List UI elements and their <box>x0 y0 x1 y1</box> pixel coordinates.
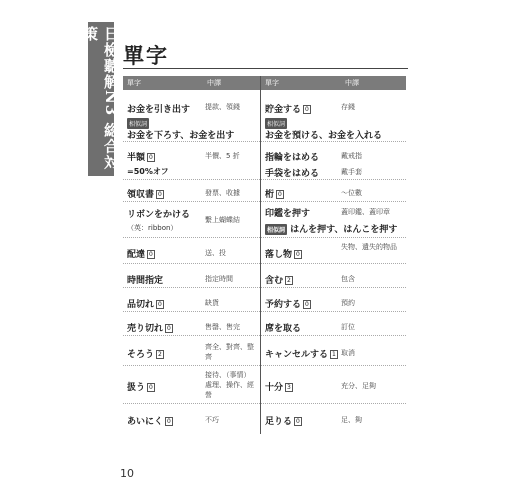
table-row <box>123 264 260 288</box>
vocab-meaning: 存錢 <box>341 103 355 111</box>
vocab-meaning: 接待、（事情）處理、操作、經營 <box>205 371 254 399</box>
vocab-word: 貯金する 0 <box>265 105 309 115</box>
table-row <box>261 142 406 180</box>
vocab-word: 予約する 0 <box>265 300 309 310</box>
vocab-meaning-extra: 戴手套 <box>341 168 362 176</box>
table-header <box>123 76 260 90</box>
vocab-meaning: 繫上蝴蝶結 <box>205 216 240 224</box>
vocab-meaning: 預約 <box>341 299 355 307</box>
vocab-word: 品切れ 0 <box>127 300 162 310</box>
vocab-meaning: 缺貨 <box>205 299 219 307</box>
vocab-meaning: 半價、5 折 <box>205 152 240 160</box>
vocab-word: 桁 0 <box>265 190 282 200</box>
vocab-word-extra: 手袋をはめる <box>265 169 320 179</box>
vocab-meaning: 取消 <box>341 349 355 357</box>
vocab-word: リボンをかける <box>127 210 191 220</box>
table-row <box>123 312 260 336</box>
table-row <box>123 180 260 202</box>
table-row <box>123 142 260 180</box>
left-column <box>123 76 260 428</box>
vocab-meaning: 足、夠 <box>341 416 362 424</box>
table-row <box>261 288 406 312</box>
vocab-meaning: 送、投 <box>205 249 226 257</box>
vocab-word: 落し物 0 <box>265 250 300 260</box>
vocab-word: キャンセルする 1 <box>265 350 336 360</box>
vocab-word: 含む 2 <box>265 276 291 286</box>
table-header <box>261 76 406 90</box>
similar-badge: 相似詞 <box>265 118 287 129</box>
vocab-meaning: ～位數 <box>341 189 362 197</box>
table-row <box>261 180 406 202</box>
table-row <box>123 202 260 238</box>
section-heading: 單字 <box>123 44 169 68</box>
table-row <box>261 238 406 264</box>
vocab-meaning: 戴戒指 <box>341 152 362 160</box>
table-row <box>261 90 406 142</box>
table-row <box>261 366 406 404</box>
vocab-meaning: 提款、領錢 <box>205 103 240 111</box>
vocab-word: 領収書 0 <box>127 190 162 200</box>
table-row <box>261 336 406 366</box>
vocab-word: 十分 3 <box>265 383 291 393</box>
vocab-word: あいにく 0 <box>127 417 171 427</box>
vocab-meaning: 售罄、售完 <box>205 323 240 331</box>
header-word: 單字 <box>127 79 141 87</box>
similar-words: お金を下ろす、お金を出す <box>127 131 235 141</box>
vocab-word: 半額 0 <box>127 153 153 163</box>
table-row <box>123 366 260 404</box>
header-word: 單字 <box>265 79 279 87</box>
similar-badge: 相似詞 <box>127 118 149 129</box>
header-meaning: 中譯 <box>207 79 221 87</box>
vocab-word: 売り切れ 0 <box>127 324 171 334</box>
vocab-word: 印鑑を押す <box>265 209 311 219</box>
table-row <box>261 404 406 428</box>
table-row <box>261 264 406 288</box>
table-row <box>123 288 260 312</box>
vocab-word: 配達 0 <box>127 250 153 260</box>
vocab-word: 席を取る <box>265 324 302 334</box>
vocab-word: 足りる 0 <box>265 417 300 427</box>
vocab-meaning: 指定時間 <box>205 275 233 283</box>
vocab-word: 扱う 0 <box>127 383 153 393</box>
vocab-meaning: 不巧 <box>205 416 219 424</box>
table-row <box>123 238 260 264</box>
vocab-note: =50%オフ <box>127 167 169 176</box>
similar-words: 相似詞 はんを押す、はんこを押す <box>267 225 398 235</box>
vocab-word: 時間指定 <box>127 276 164 286</box>
vocabulary-table <box>123 76 406 434</box>
side-tab-label: 日檢聽解N3 総合対策 <box>81 26 120 171</box>
vocab-meaning: 充分、足夠 <box>341 382 376 390</box>
side-tab <box>81 22 120 176</box>
vocab-word: 指輪をはめる <box>265 153 320 163</box>
vocab-meaning: 訂位 <box>341 323 355 331</box>
table-row <box>261 202 406 238</box>
table-row <box>123 90 260 142</box>
vocab-word: そろう 2 <box>127 350 162 360</box>
table-row <box>261 312 406 336</box>
similar-words: お金を預ける、お金を入れる <box>265 131 383 141</box>
table-row <box>123 404 260 428</box>
right-column <box>261 76 406 428</box>
page-number: 10 <box>120 467 134 480</box>
vocab-meaning: 包含 <box>341 275 355 283</box>
heading-underline <box>123 68 408 69</box>
vocab-meaning: 發票、收據 <box>205 189 240 197</box>
vocab-meaning: 齊全、對齊、整齊 <box>205 343 254 361</box>
vocab-meaning: 蓋印鑑、蓋印章 <box>341 208 390 216</box>
header-meaning: 中譯 <box>345 79 359 87</box>
vocab-meaning: 失物、遺失的物品 <box>341 243 397 251</box>
vocab-word: お金を引き出す <box>127 105 191 115</box>
table-row <box>123 336 260 366</box>
vocab-note: （英：ribbon） <box>127 224 178 232</box>
